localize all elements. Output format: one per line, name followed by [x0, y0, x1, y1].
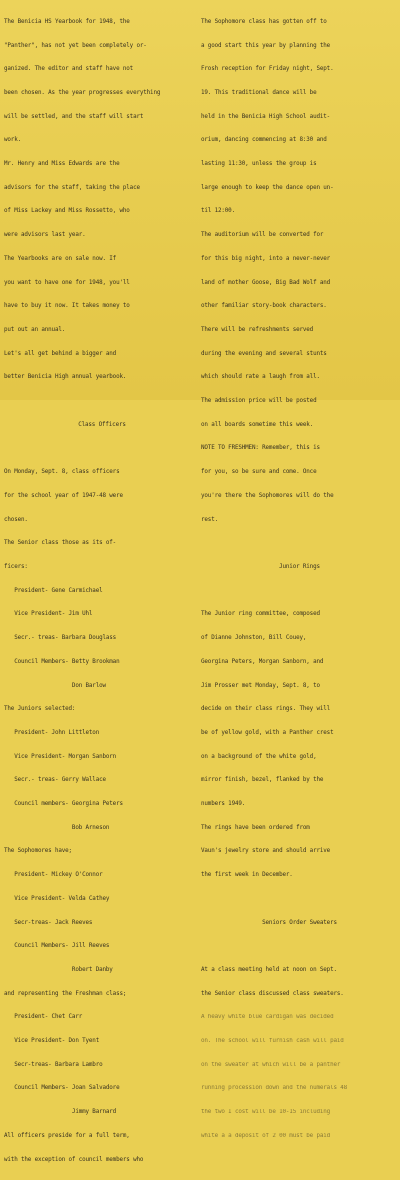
text-line: of Miss Lackey and Miss Rossetto, who — [4, 208, 130, 215]
text-line: Jimmy Barnard — [4, 1109, 117, 1116]
text-line: A heavy white blue cardigan was decided — [201, 1014, 334, 1021]
text-line: with the exception of council members who — [4, 1156, 144, 1163]
text-line — [201, 943, 398, 951]
text-line: The Benicia HS Yearbook for 1948, the — [4, 18, 130, 25]
text-line: The Sophomore class has gotten off to — [201, 18, 327, 25]
text-line: The Junior ring committee, composed — [201, 611, 320, 618]
text-line: work. — [4, 137, 21, 144]
text-line: "Panther", has not yet been completely or- — [4, 42, 147, 49]
text-line: which should rate a laugh from all. — [201, 374, 320, 381]
text-line: rest. — [201, 516, 218, 523]
text-line: were advisors last year. — [4, 232, 86, 239]
text-line: President- John Littleton — [4, 729, 100, 736]
text-line: of Dianne Johnston, Bill Couey, — [201, 635, 307, 642]
text-line: on. The school will furnish cash will paid — [201, 1038, 344, 1045]
text-line: At a class meeting held at noon on Sept. — [201, 966, 337, 973]
text-line: Vice President- Don Tyent — [4, 1038, 100, 1045]
text-line: The rings have been ordered from — [201, 824, 310, 831]
text-line: you want to have one for 1948, you'll — [4, 279, 130, 286]
text-line: the two I cost will be 10-15 including — [201, 1109, 331, 1116]
text-line: held in the Benicia High School audit- — [201, 113, 331, 120]
text-line: Vaun's jewelry store and should arrive — [201, 848, 331, 855]
text-line: 19. This traditional dance will be — [201, 89, 317, 96]
text-line: Robert Danby — [4, 966, 113, 973]
text-line: Secr.- treas- Barbara Douglass — [4, 635, 117, 642]
text-line: land of mother Goose, Big Bad Wolf and — [201, 279, 331, 286]
text-line: advisors for the staff, taking the place — [4, 184, 140, 191]
text-line: til 12:00. — [201, 208, 235, 215]
text-line: will be settled, and the staff will start — [4, 113, 144, 120]
text-line: the Senior class discussed class sweaters. — [201, 990, 344, 997]
text-line: you're there the Sophomores will do the — [201, 492, 334, 499]
text-line: have to buy it now. It takes money to — [4, 303, 130, 310]
text-line: The Yearbooks are on sale now. If — [4, 255, 117, 262]
text-line: Let's all get behind a bigger and — [4, 350, 117, 357]
text-line: a good start this year by planning the — [201, 42, 331, 49]
text-line: Mr. Henry and Miss Edwards are the — [4, 161, 120, 168]
text-line — [4, 398, 200, 406]
text-line: white a a deposit of 2 00 must be paid — [201, 1132, 331, 1139]
text-line — [201, 588, 398, 596]
text-line: during the evening and several stunts — [201, 350, 327, 357]
text-line: The Sophomores have; — [4, 848, 72, 855]
text-line: President- Gene Carmichael — [4, 587, 103, 594]
text-line: the first week in December. — [201, 872, 293, 879]
text-line: The Senior class those as its of- — [4, 540, 117, 547]
text-line: and representing the Freshman class; — [4, 990, 127, 997]
text-line: President- Chet Carr — [4, 1014, 83, 1021]
text-line: ganized. The editor and staff have not — [4, 66, 134, 73]
right-column — [201, 3, 398, 1157]
text-line — [201, 540, 398, 548]
text-line: be of yellow gold, with a Panther crest — [201, 729, 334, 736]
text-line: orium, dancing commencing at 8:30 and — [201, 137, 327, 144]
text-line: Bob Arneson — [4, 824, 110, 831]
left-column — [4, 3, 200, 1180]
text-line: for the school year of 1947-48 were — [4, 492, 123, 499]
text-line: On Monday, Sept. 8, class officers — [4, 469, 120, 476]
text-line: ficers: — [4, 563, 28, 570]
text-line: for you, so be sure and come. Once — [201, 469, 317, 476]
text-line: better Benicia High annual yearbook. — [4, 374, 127, 381]
text-line: NOTE TO FRESHMEN: Remember, this is — [201, 445, 320, 452]
text-line: Secr-treas- Barbara Lambro — [4, 1061, 103, 1068]
text-line: Vice President- Velda Cathey — [4, 895, 110, 902]
text-line: There will be refreshments served — [201, 326, 314, 333]
text-line: on all boards sometime this week. — [201, 421, 314, 428]
text-line: Vice President- Jim Uhl — [4, 611, 93, 618]
text-line: lasting 11:30, unless the group is — [201, 161, 317, 168]
text-line: Secr.- treas- Gerry Wallace — [4, 777, 106, 784]
text-line: Council Members- Betty Brookman — [4, 658, 120, 665]
section-heading-junior-rings: Junior Rings — [279, 563, 320, 570]
text-line: Vice President- Morgan Sanborn — [4, 753, 117, 760]
text-line: on a background of the white gold, — [201, 753, 317, 760]
text-line: on the sweater at which will be a panther — [201, 1061, 341, 1068]
text-line: The auditorium will be converted for — [201, 232, 324, 239]
text-line: Council members- Georgina Peters — [4, 801, 123, 808]
text-line: decide on their class rings. They will — [201, 706, 331, 713]
text-line — [201, 896, 398, 904]
text-line: President- Mickey O'Connor — [4, 872, 103, 879]
text-line: numbers 1949. — [201, 801, 246, 808]
text-line: Jim Prosser met Monday, Sept. 8, to — [201, 682, 320, 689]
text-line — [4, 445, 200, 453]
text-line: All officers preside for a full term, — [4, 1132, 130, 1139]
text-line: The Juniors selected: — [4, 706, 76, 713]
section-heading-class-officers: Class Officers — [78, 421, 126, 428]
text-line: Don Barlow — [4, 682, 106, 689]
text-line: Frosh reception for Friday night, Sept. — [201, 66, 334, 73]
text-line: Council Members- Joan Salvadore — [4, 1085, 120, 1092]
text-line: chosen. — [4, 516, 28, 523]
text-line: running procession down and the numerals 48 — [201, 1085, 348, 1092]
text-line: other familiar story-book characters. — [201, 303, 327, 310]
text-line: Georgina Peters, Morgan Sanborn, and — [201, 658, 324, 665]
text-line: Council Members- Jill Reeves — [4, 943, 110, 950]
text-line: mirror finish, bezel, flanked by the — [201, 777, 324, 784]
section-heading-seniors-order-sweaters: Seniors Order Sweaters — [262, 919, 337, 926]
text-line: Secr-treas- Jack Reeves — [4, 919, 93, 926]
text-line: large enough to keep the dance open un- — [201, 184, 334, 191]
text-line: been chosen. As the year progresses everything — [4, 89, 161, 96]
text-line: put out an annual. — [4, 326, 66, 333]
text-line: The admission price will be posted — [201, 398, 317, 405]
text-line: for this big night, into a never-never — [201, 255, 331, 262]
